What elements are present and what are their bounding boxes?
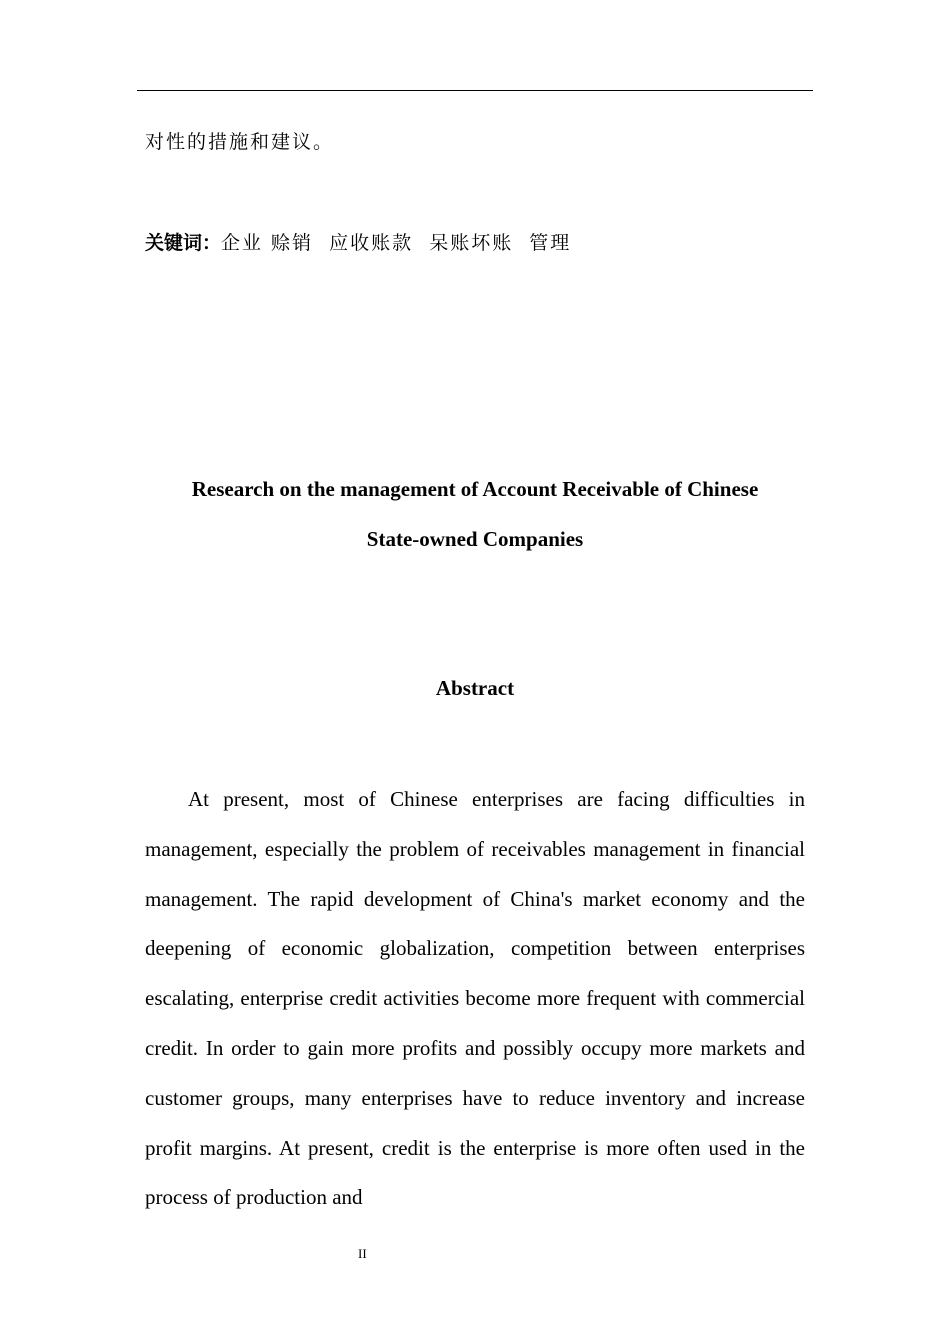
page-number: II (358, 1246, 367, 1261)
keywords-values: 企业 赊销 应收账款 呆账坏账 管理 (221, 232, 572, 254)
abstract-heading: Abstract (435, 676, 515, 700)
english-title-line-2: State-owned Companies (366, 527, 584, 551)
chinese-continuation-line: 对性的措施和建议。 (145, 131, 335, 153)
keywords-label: 关键词： (145, 232, 222, 254)
header-rule (137, 90, 813, 91)
abstract-body: At present, most of Chinese enterprises are facing difficulties in management, especially the problem of receivables management in financial management. The rapid development of China's market economy and the deepening of economic globalization, competition between enterprises escalating, enterprise credit activities become more frequent with commercial credit. In order to gain more profits and possibly occupy more markets and customer groups, many enterprises have to reduce inventory and increase profit margins. At present, credit is the enterprise is more often used in the process of production and (145, 787, 805, 1210)
english-title-line-1: Research on the management of Account Receivable of Chinese (191, 477, 759, 501)
keywords-line (145, 228, 571, 255)
